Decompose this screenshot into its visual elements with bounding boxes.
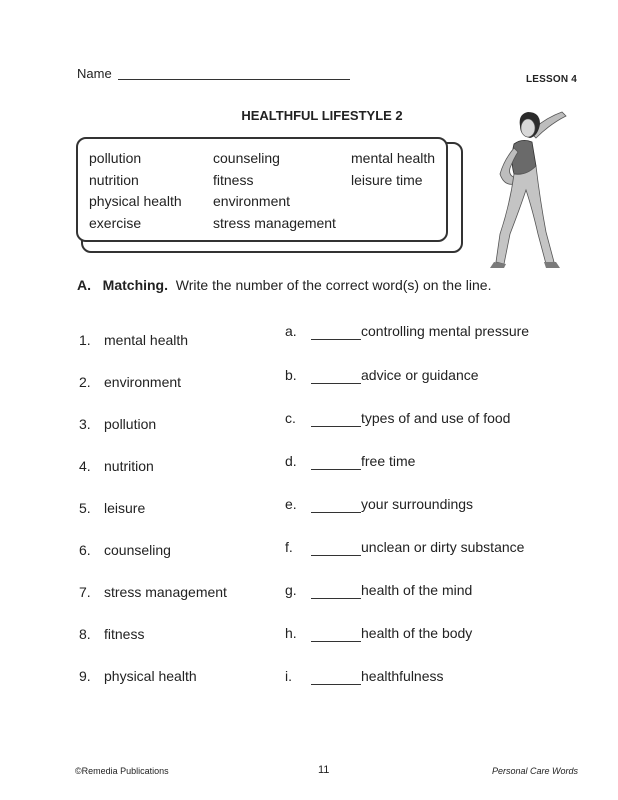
answer-blank[interactable] xyxy=(311,512,361,513)
section-heading: Matching. xyxy=(102,277,169,293)
term-number: 3. xyxy=(79,416,91,432)
word-bank-item: leisure time xyxy=(351,172,423,188)
definition-text: advice or guidance xyxy=(361,367,479,383)
word-bank-item: counseling xyxy=(213,150,280,166)
definition-text: types of and use of food xyxy=(361,410,511,426)
term-number: 9. xyxy=(79,668,91,684)
word-bank-item: stress management xyxy=(213,215,336,231)
section-instruction-text: Write the number of the correct word(s) on the line. xyxy=(175,277,492,293)
definition-text: your surroundings xyxy=(361,496,474,512)
definition-letter: b. xyxy=(285,367,297,383)
answer-blank[interactable] xyxy=(311,684,361,685)
definition-text: controlling mental pressure xyxy=(361,323,530,339)
definition-letter: i. xyxy=(285,668,292,684)
term-number: 2. xyxy=(79,374,91,390)
footer-book-title: Personal Care Words xyxy=(492,766,579,776)
term-text: nutrition xyxy=(104,458,154,474)
word-bank-item: exercise xyxy=(89,215,142,231)
definition-letter: h. xyxy=(285,625,297,641)
definition-letter: f. xyxy=(285,539,293,555)
term-number: 7. xyxy=(79,584,91,600)
word-bank-item: mental health xyxy=(351,150,436,166)
stretching-woman-illustration xyxy=(470,104,580,274)
term-text: stress management xyxy=(104,584,227,600)
definition-letter: d. xyxy=(285,453,297,469)
term-number: 1. xyxy=(79,332,91,348)
term-number: 5. xyxy=(79,500,91,516)
term-number: 6. xyxy=(79,542,91,558)
footer-publisher: ©Remedia Publications xyxy=(75,766,169,776)
definition-text: free time xyxy=(361,453,416,469)
term-text: counseling xyxy=(104,542,171,558)
word-bank-item: fitness xyxy=(213,172,254,188)
section-letter: A. xyxy=(77,277,91,293)
term-number: 4. xyxy=(79,458,91,474)
term-text: fitness xyxy=(104,626,145,642)
definition-letter: e. xyxy=(285,496,297,512)
name-blank-line[interactable] xyxy=(118,79,350,80)
page-title: HEALTHFUL LIFESTYLE 2 xyxy=(241,108,403,123)
word-bank-item: physical health xyxy=(89,193,182,209)
word-bank-item: pollution xyxy=(89,150,142,166)
lesson-label: LESSON 4 xyxy=(526,74,578,85)
term-text: mental health xyxy=(104,332,189,348)
term-text: physical health xyxy=(104,668,197,684)
definition-letter: g. xyxy=(285,582,297,598)
definition-text: health of the mind xyxy=(361,582,473,598)
answer-blank[interactable] xyxy=(311,469,361,470)
term-text: leisure xyxy=(104,500,146,516)
answer-blank[interactable] xyxy=(311,339,361,340)
definition-text: unclean or dirty substance xyxy=(361,539,525,555)
definition-text: health of the body xyxy=(361,625,473,641)
answer-blank[interactable] xyxy=(311,426,361,427)
term-number: 8. xyxy=(79,626,91,642)
word-bank-item: nutrition xyxy=(89,172,139,188)
page-number: 11 xyxy=(318,764,330,776)
answer-blank[interactable] xyxy=(311,641,361,642)
answer-blank[interactable] xyxy=(311,598,361,599)
word-bank-item: environment xyxy=(213,193,291,209)
term-text: environment xyxy=(104,374,182,390)
answer-blank[interactable] xyxy=(311,555,361,556)
definition-text: healthfulness xyxy=(361,668,444,684)
definition-letter: a. xyxy=(285,323,297,339)
name-label: Name xyxy=(77,66,112,81)
answer-blank[interactable] xyxy=(311,383,361,384)
definition-letter: c. xyxy=(285,410,296,426)
section-a-instruction xyxy=(77,277,491,293)
term-text: pollution xyxy=(104,416,157,432)
